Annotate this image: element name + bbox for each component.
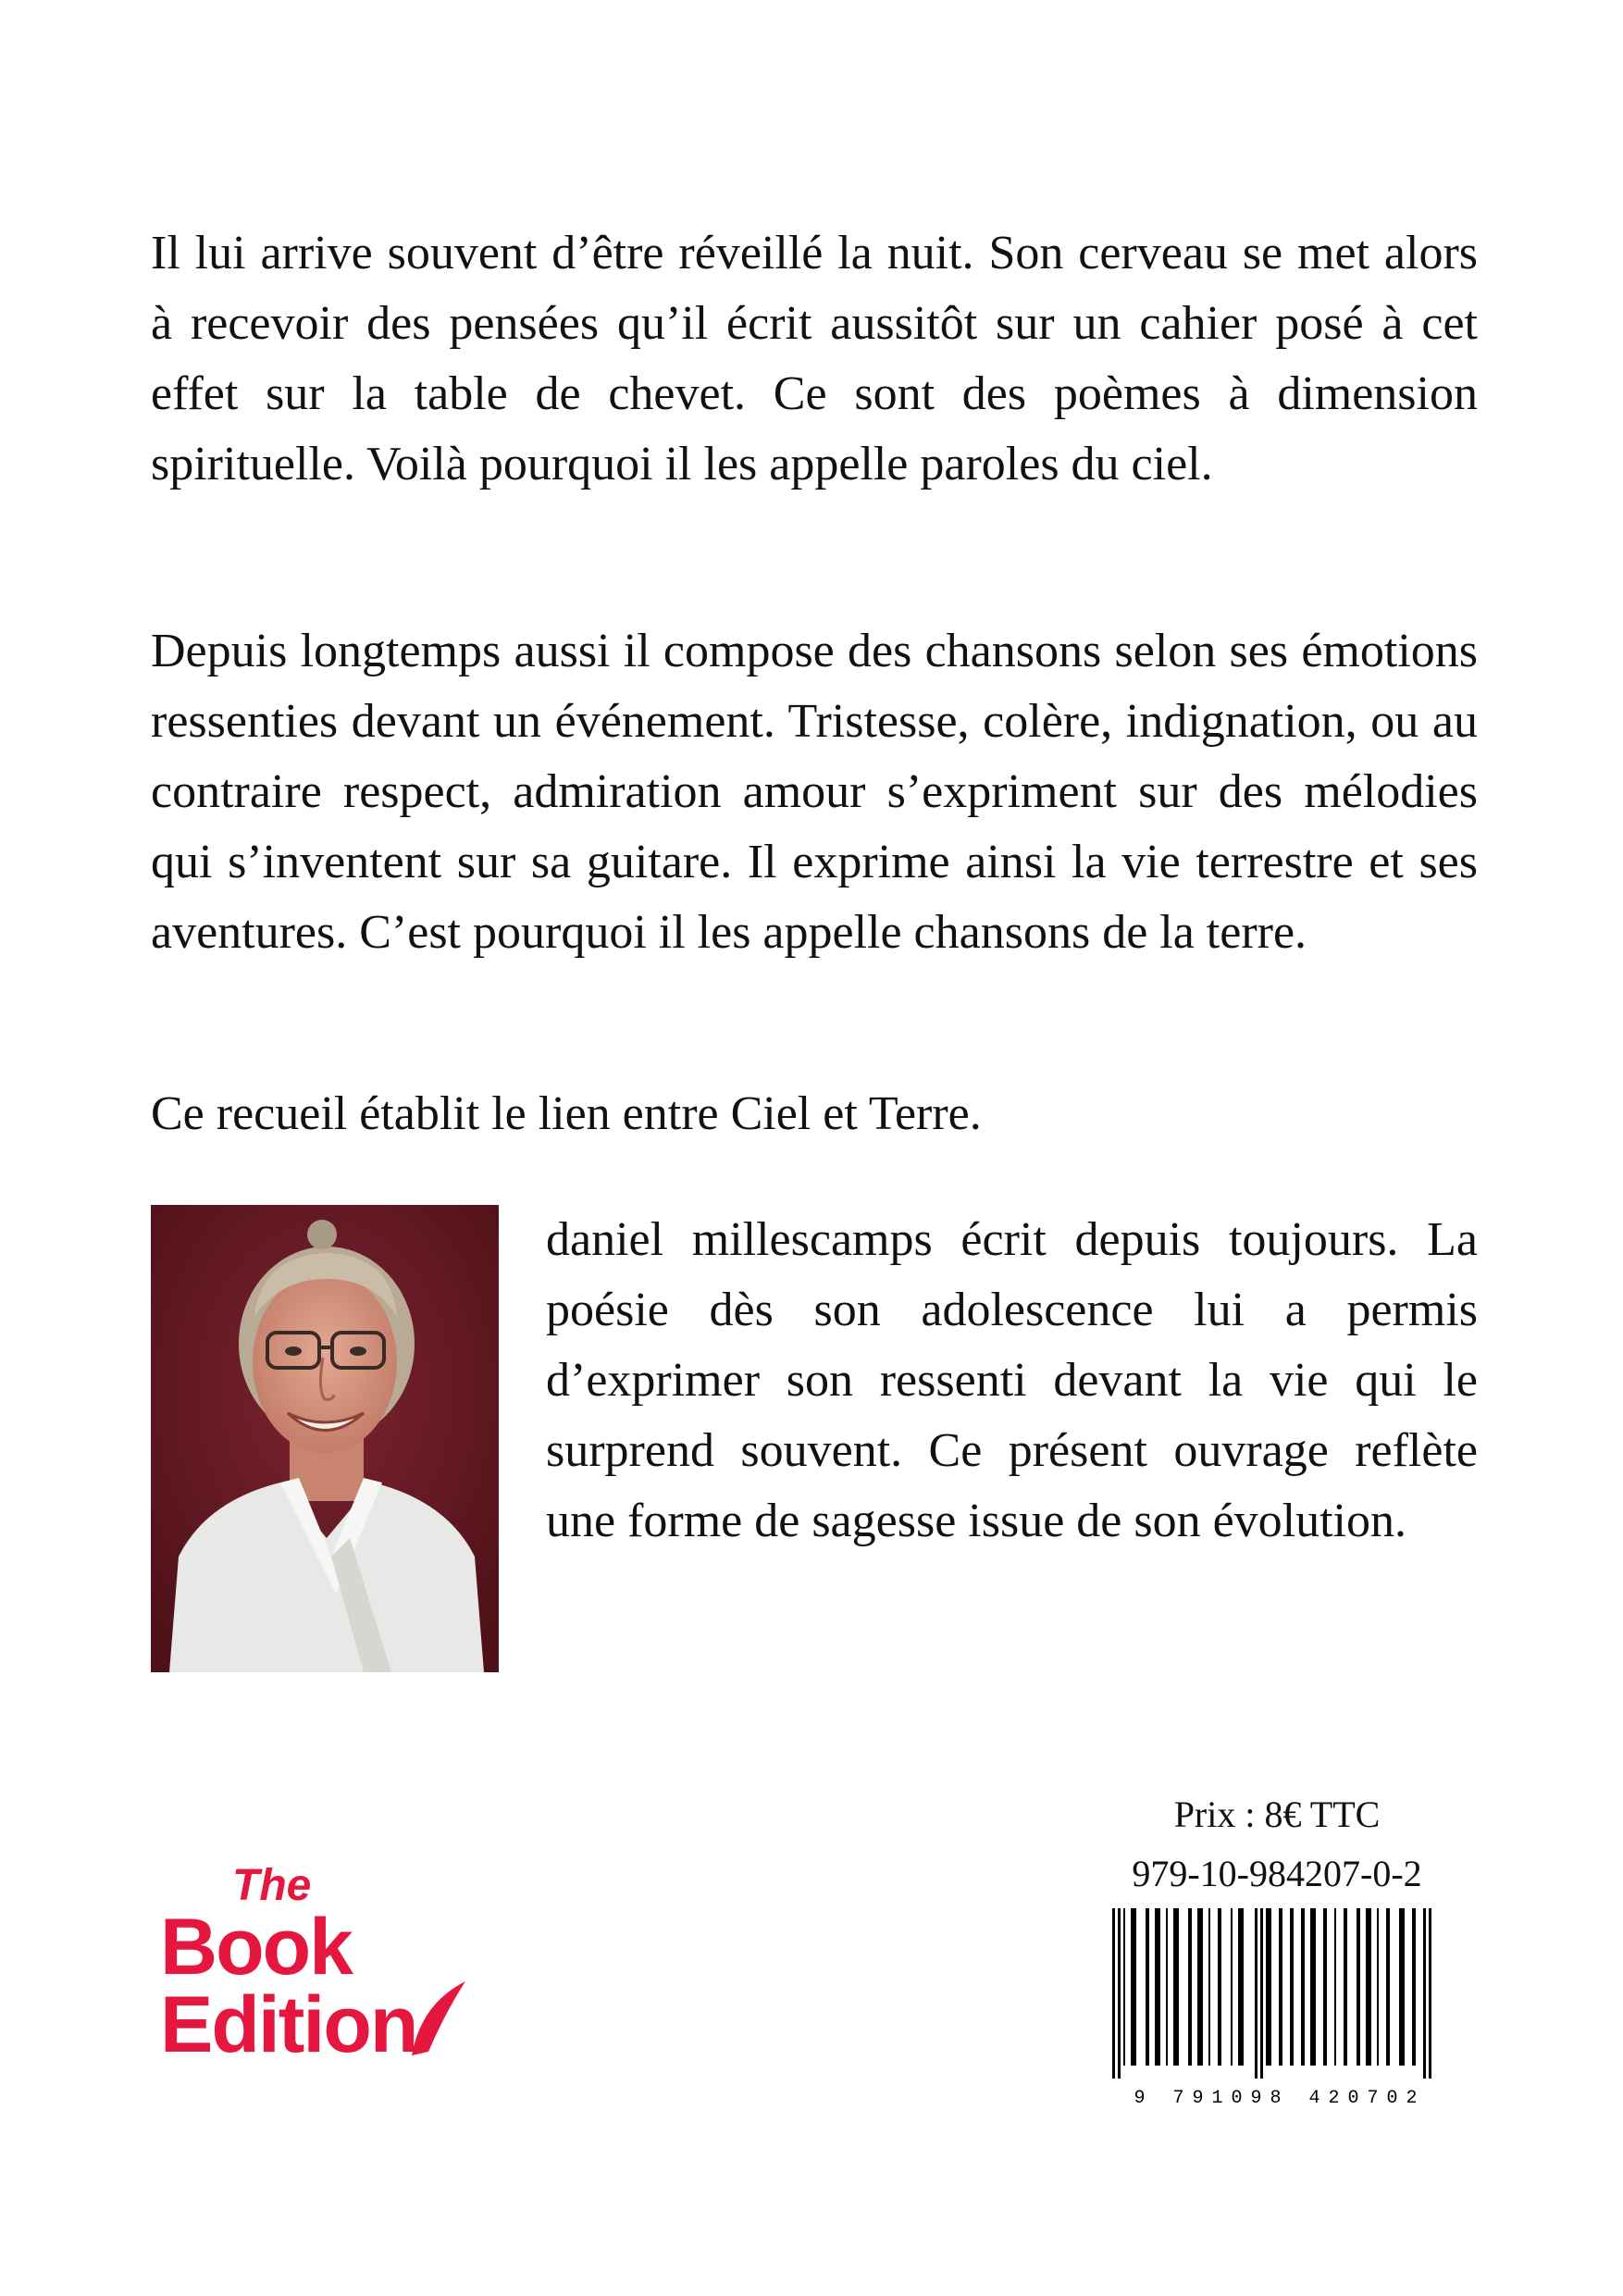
isbn-label: 979-10-984207-0-2 xyxy=(1132,1853,1422,1894)
quill-icon xyxy=(412,1981,465,2055)
barcode-bar xyxy=(1366,1908,1371,2066)
barcode-bar xyxy=(1131,1908,1136,2066)
the-book-edition-logo xyxy=(151,1846,521,2068)
barcode-bar xyxy=(1290,1908,1294,2066)
description-paragraph-1: Il lui arrive souvent d’être réveillé la nuit. Son cerveau se met alors à recevoir des pensées qu’il écrit aussitôt sur un cahier posé à cet effet sur la table de chevet. Ce sont des poèmes à dimension spirituelle. Voilà pourquoi il les appelle paroles du ciel. xyxy=(151,227,1478,490)
barcode-bar xyxy=(1266,1908,1271,2066)
barcode-bar xyxy=(1357,1908,1360,2066)
author-photo xyxy=(151,1205,499,1672)
barcode-bar xyxy=(1386,1908,1390,2066)
barcode-bar xyxy=(1334,1908,1336,2066)
isbn-barcode xyxy=(1099,1905,1460,2110)
barcode-digits: 9 791098 420702 xyxy=(1134,2088,1426,2109)
logo-edition: Edition xyxy=(160,1980,417,2068)
barcode-bar xyxy=(1423,1908,1426,2079)
barcode-bar xyxy=(1112,1908,1115,2079)
logo-the: The xyxy=(232,1861,312,1910)
barcode-bar xyxy=(1231,1908,1233,2066)
barcode-bar xyxy=(1412,1908,1416,2066)
price-label: Prix : 8€ TTC xyxy=(1173,1793,1381,1835)
barcode-bar xyxy=(1279,1908,1282,2066)
barcode-bar xyxy=(1123,1908,1125,2066)
barcode-bar xyxy=(1218,1908,1221,2066)
author-bio: daniel millescamps écrit depuis toujours. La poésie dès son adolescence lui a permis d’exprimer son ressenti devant la vie qui le surprend souvent. Ce présent ouvrage reflète une forme de sagesse issue de son évolution. xyxy=(546,1213,1478,1547)
barcode-bar xyxy=(1155,1908,1160,2066)
barcode-bar xyxy=(1118,1908,1121,2079)
barcode-bar xyxy=(1310,1908,1316,2066)
barcode-bar xyxy=(1429,1908,1431,2079)
logo-book: Book xyxy=(160,1903,352,1992)
description-paragraph-3: Ce recueil établit le lien entre Ciel et Terre. xyxy=(151,1087,982,1140)
barcode-bar xyxy=(1197,1908,1203,2066)
barcode-bar xyxy=(1377,1908,1379,2066)
barcode-bar xyxy=(1208,1908,1210,2066)
barcode-bar xyxy=(1255,1908,1258,2079)
barcode-bar xyxy=(1238,1908,1244,2066)
barcode-bar xyxy=(1399,1908,1405,2066)
barcode-bar xyxy=(1301,1908,1305,2066)
barcode-bar xyxy=(1323,1908,1327,2066)
barcode-bar xyxy=(1173,1908,1179,2066)
barcode-bar xyxy=(1188,1908,1192,2066)
barcode-bar xyxy=(1166,1908,1168,2066)
description-paragraph-2: Depuis longtemps aussi il compose des chansons selon ses émotions ressenties devant un événement. Tristesse, colère, indignation, ou au contraire respect, admiration amour s’expriment sur des mélodies qui s’inventent sur sa guitare. Il exprime ainsi la vie terrestre et ses aventures. C’est pourquoi il les appelle chansons de la terre. xyxy=(151,625,1478,959)
barcode-bar xyxy=(1260,1908,1263,2079)
barcode-bar xyxy=(1146,1908,1149,2066)
barcode-bar xyxy=(1344,1908,1347,2066)
